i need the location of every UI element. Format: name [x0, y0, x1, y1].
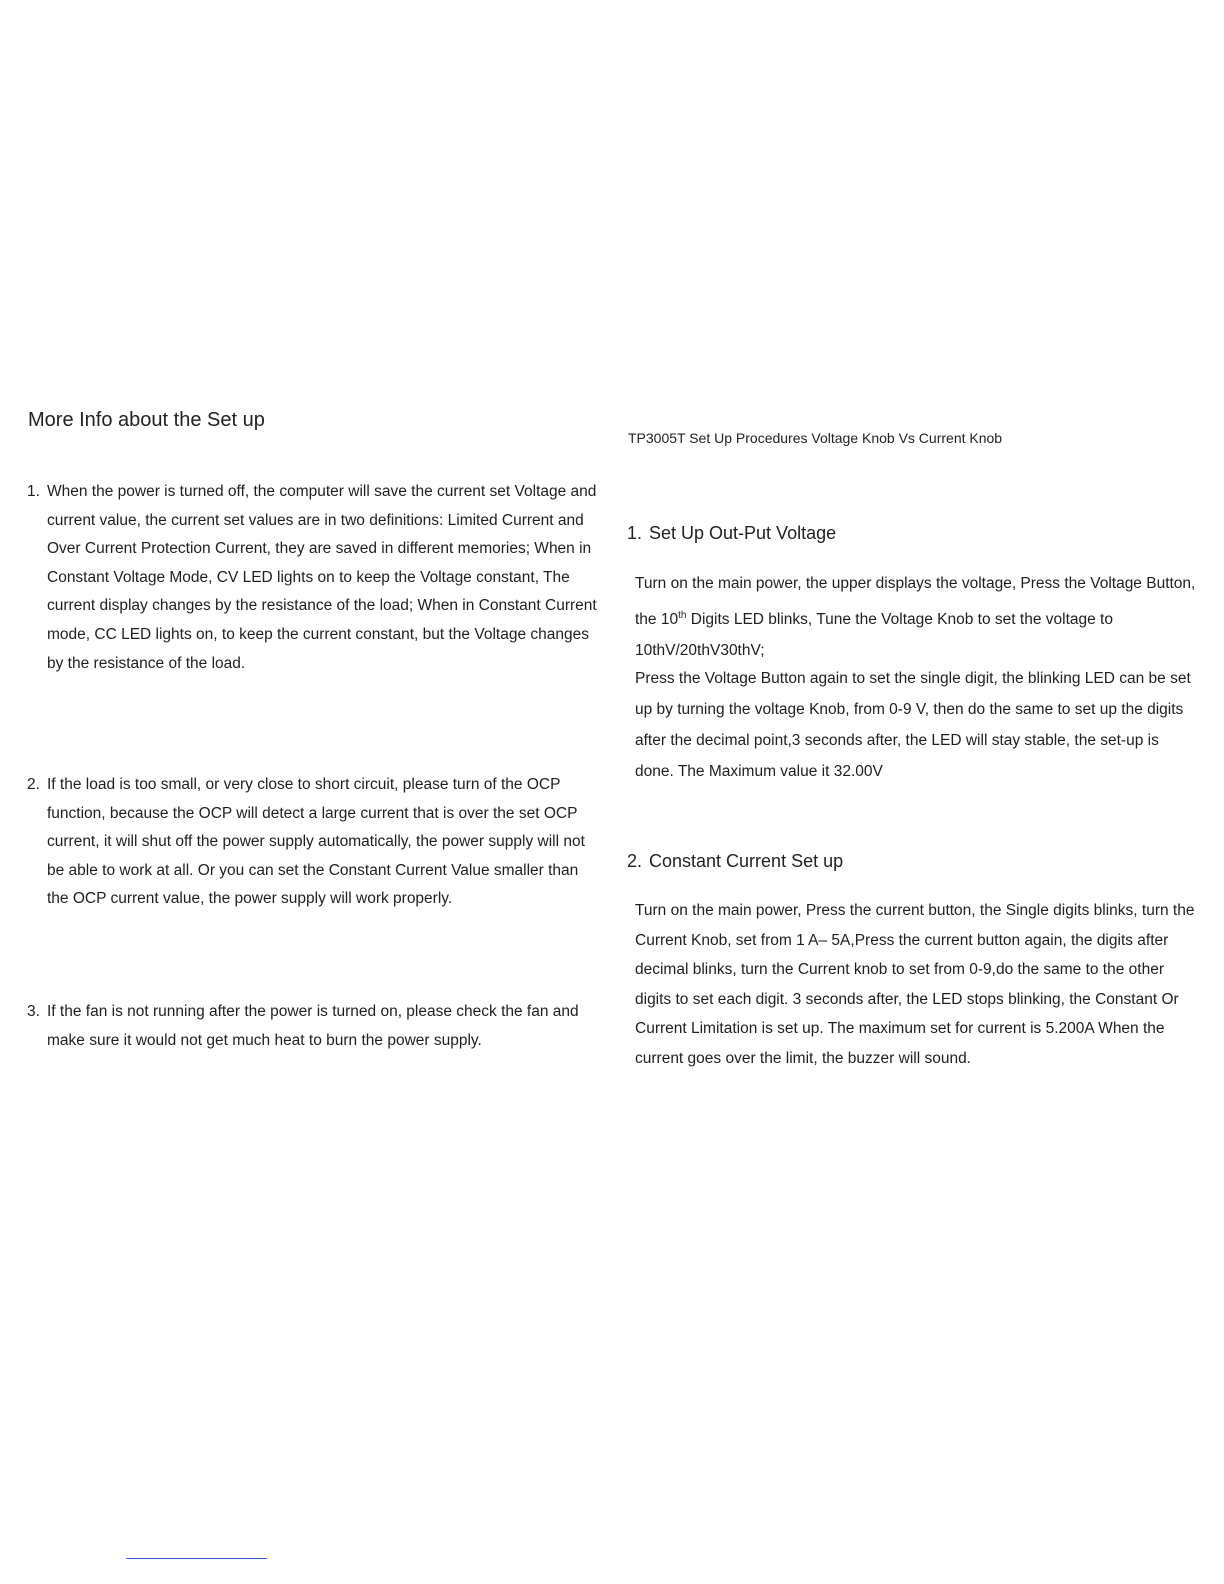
- section-heading-current: [627, 851, 843, 872]
- section-heading-voltage: [627, 523, 836, 544]
- list-item: [27, 478, 599, 678]
- item-number: 1.: [27, 483, 40, 500]
- section-heading-text: Set Up Out-Put Voltage: [649, 523, 837, 543]
- item-text: When the power is turned off, the computer will save the current set Voltage and current value, the current set values are in two definitions: Limited Current and Over Current Protection Current, they are saved in different memories; When in Constant Voltage Mode, CV LED lights on to keep the Voltage constant, The current display changes by the resistance of the load; When in Constant Current mode, CC LED lights on, to keep the current constant, but the Voltage changes by the resistance of the load.: [47, 483, 597, 672]
- section-heading-text: Constant Current Set up: [649, 851, 844, 871]
- voltage-para1-text-cont: Digits LED blinks, Tune the Voltage Knob to set the voltage to 10thV/20thV30thV;: [635, 610, 1113, 660]
- item-number: 2.: [27, 776, 40, 793]
- section-number: 1.: [627, 523, 643, 543]
- voltage-paragraph-1: [635, 568, 1200, 667]
- list-item: [27, 771, 599, 914]
- left-heading: More Info about the Set up: [28, 409, 265, 431]
- voltage-paragraph-2: Press the Voltage Button again to set the single digit, the blinking LED can be set up by turning the voltage Knob, from 0-9 V, then do the same to set up the digits after the decimal point,3 seconds after, the LED will stay stable, the set-up is done. The Maximum value it 32.00V: [635, 670, 1191, 780]
- footnote-separator: [126, 1558, 267, 1559]
- list-item: [27, 998, 599, 1055]
- item-text: If the load is too small, or very close to short circuit, please turn of the OCP function, because the OCP will detect a large current that is over the set OCP current, it will shut off the power supply automatically, the power supply will not be able to work at all. Or you can set the Constant Current Value smaller than the OCP current value, the power supply will work properly.: [47, 776, 585, 908]
- item-text: If the fan is not running after the power is turned on, please check the fan and make sure it would not get much heat to burn the power supply.: [47, 1003, 579, 1049]
- section-number: 2.: [627, 851, 643, 871]
- document-title: TP3005T Set Up Procedures Voltage Knob Vs Current Knob: [628, 430, 1003, 446]
- voltage-para1-text: Turn on the main power, the upper displays the voltage, Press the Voltage Button, the 10: [635, 575, 1196, 628]
- current-paragraph: Turn on the main power, Press the current button, the Single digits blinks, turn the Current Knob, set from 1 A– 5A,Press the current button again, the digits after decimal blinks, turn the Current knob to set from 0-9,do the same to the other digits to set each digit. 3 seconds after, the LED stops blinking, the Constant Or Current Limitation is set up. The maximum set for current is 5.200A When the current goes over the limit, the buzzer will sound.: [635, 902, 1195, 1067]
- item-number: 3.: [27, 1003, 40, 1020]
- voltage-para1-superscript: th: [678, 609, 687, 621]
